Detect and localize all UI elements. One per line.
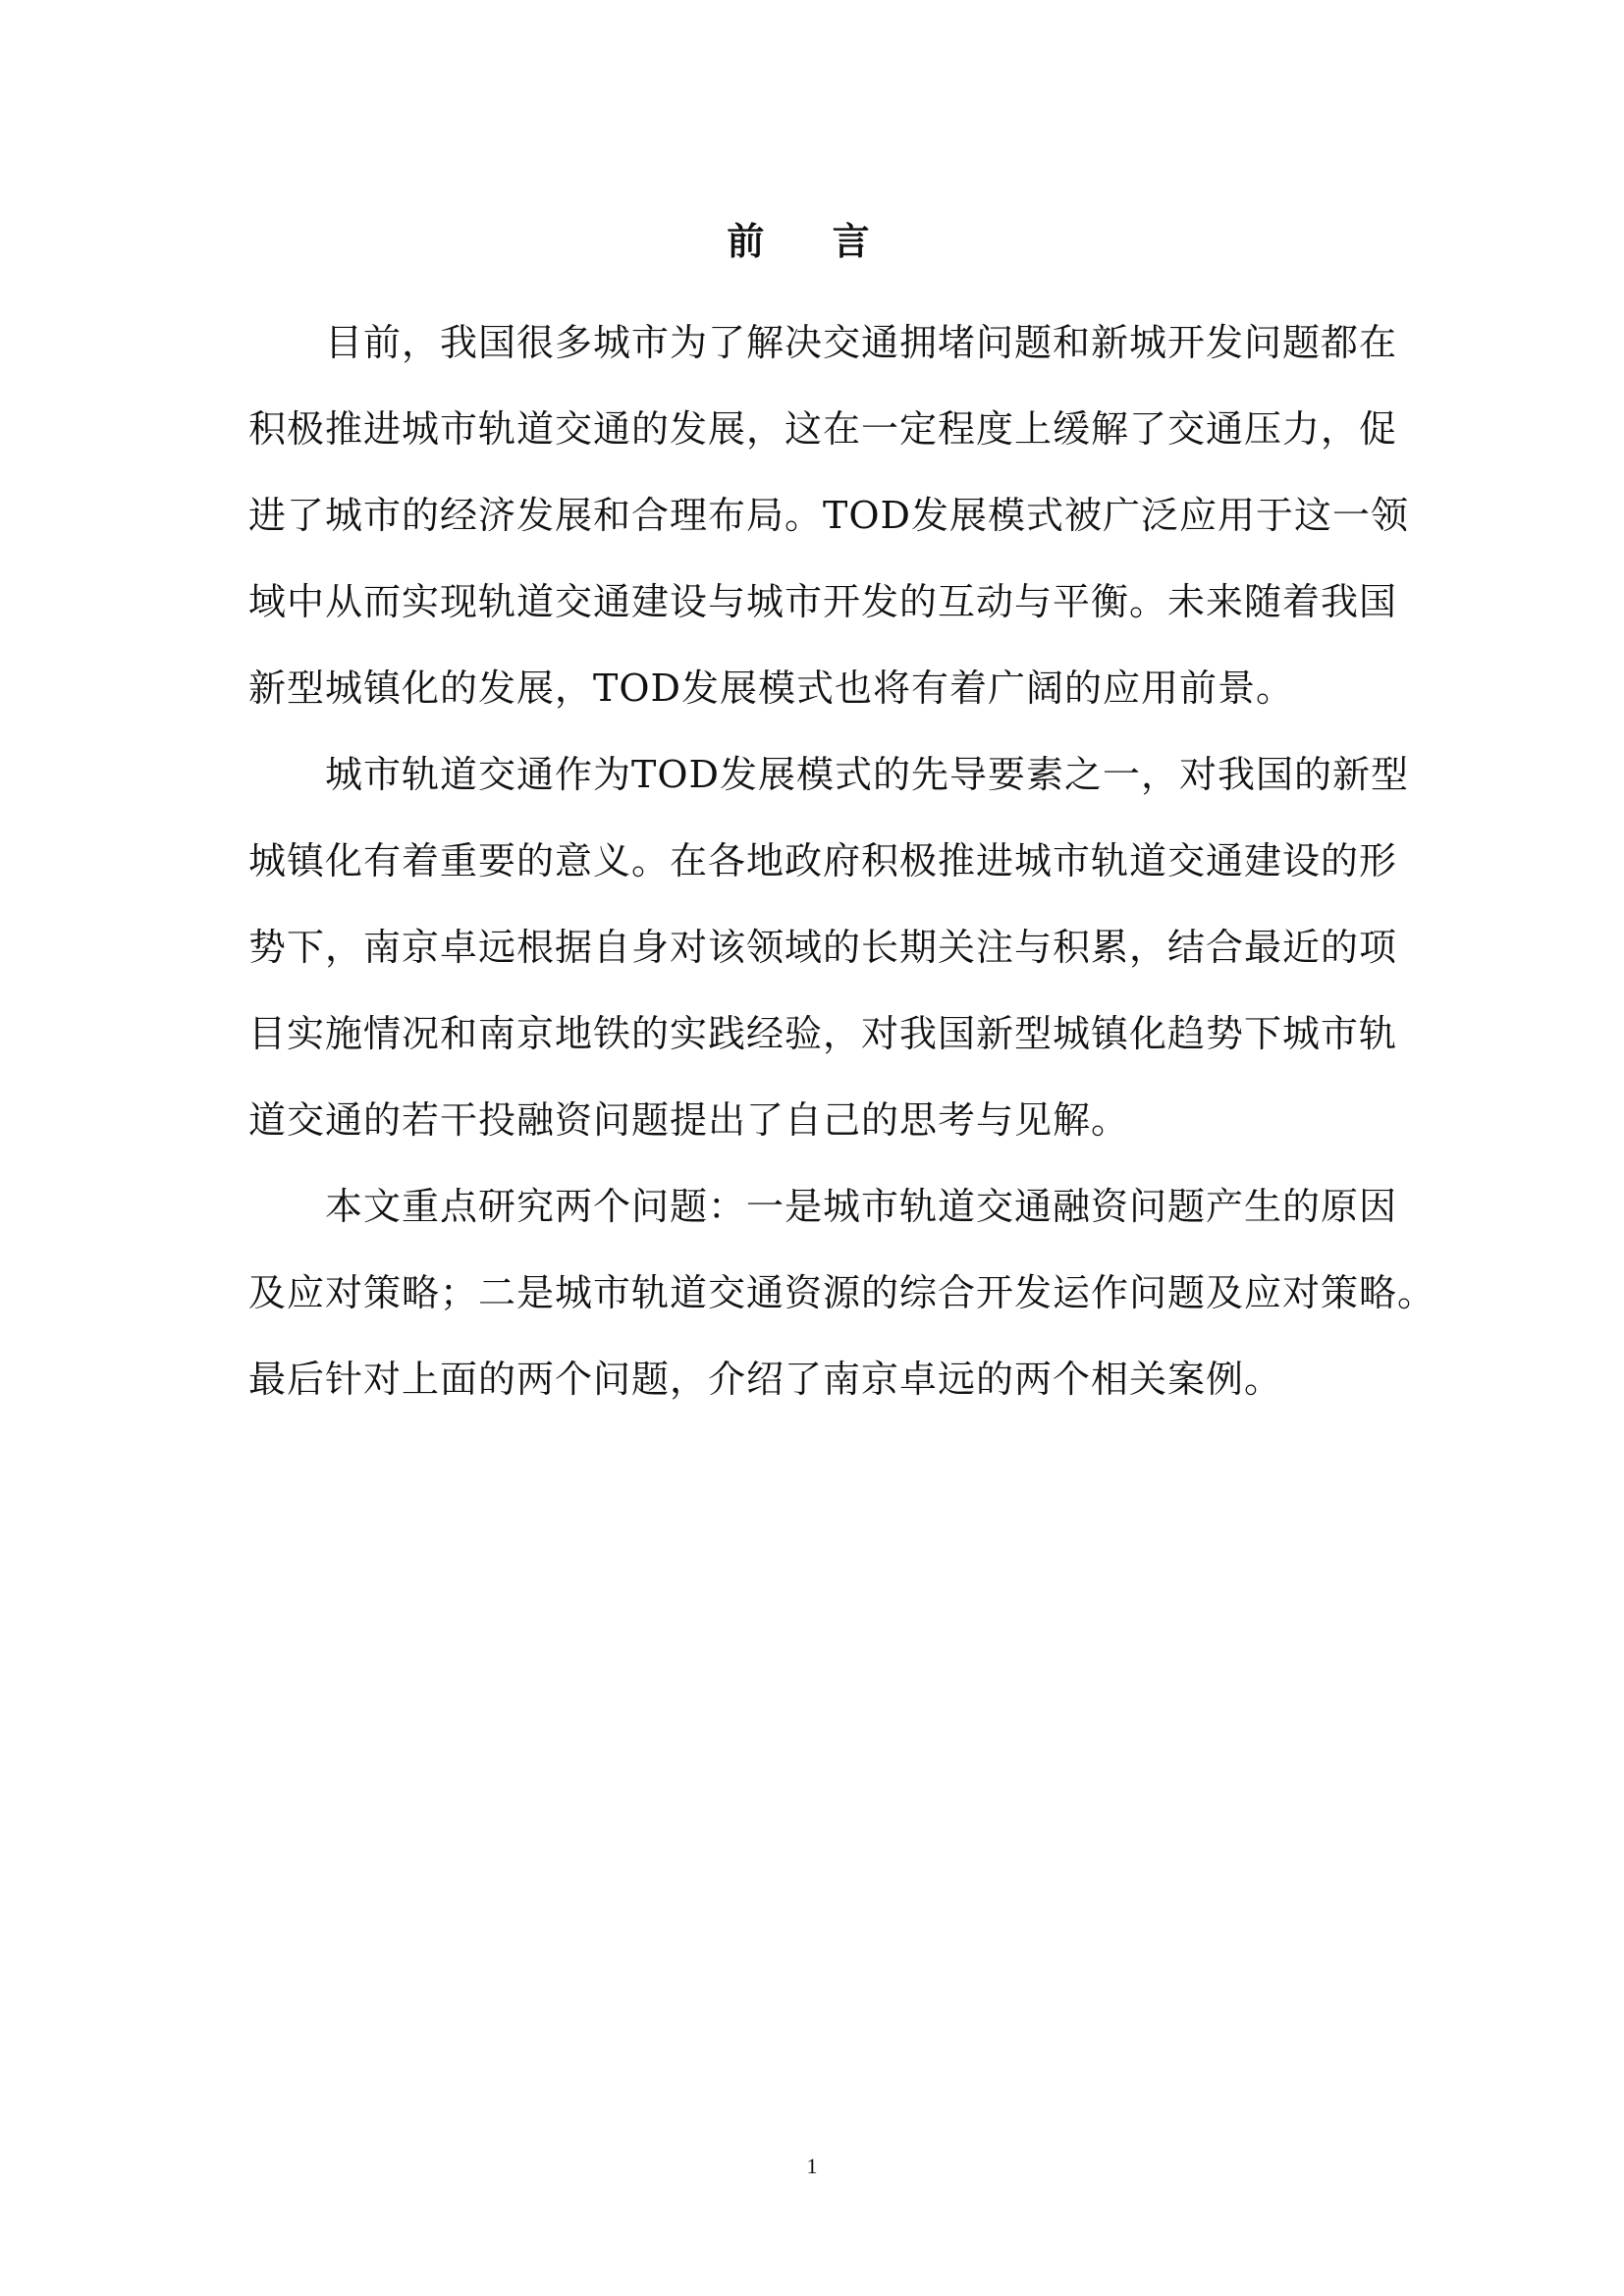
text-line: 最后针对上面的两个问题，介绍了南京卓远的两个相关案例。 [248,1358,1283,1401]
text-line: 进了城市的经济发展和合理布局。TOD发展模式被广泛应用于这一领 [248,494,1409,537]
body-text [248,299,1436,1422]
text-line: 本文重点研究两个问题：一是城市轨道交通融资问题产生的原因 [325,1185,1398,1228]
text-line: 目前，我国很多城市为了解决交通拥堵问题和新城开发问题都在 [325,321,1398,364]
text-line: 城镇化有着重要的意义。在各地政府积极推进城市轨道交通建设的形 [248,839,1398,882]
page-number: 1 [806,2154,818,2178]
paragraph-3 [248,1163,1436,1422]
paragraph-1 [248,299,1409,731]
text-line: 城市轨道交通作为TOD发展模式的先导要素之一，对我国的新型 [325,753,1409,796]
text-line: 新型城镇化的发展，TOD发展模式也将有着广阔的应用前景。 [248,667,1294,710]
text-line: 积极推进城市轨道交通的发展，这在一定程度上缓解了交通压力，促 [248,407,1398,451]
text-line: 势下，南京卓远根据自身对该领域的长期关注与积累，结合最近的项 [248,926,1398,969]
page-title: 前 言 [727,219,897,263]
text-line: 域中从而实现轨道交通建设与城市开发的互动与平衡。未来随着我国 [248,580,1398,623]
paragraph-2 [248,731,1409,1163]
text-line: 及应对策略；二是城市轨道交通资源的综合开发运作问题及应对策略。 [248,1271,1436,1314]
text-line: 目实施情况和南京地铁的实践经验，对我国新型城镇化趋势下城市轨 [248,1012,1398,1055]
text-line: 道交通的若干投融资问题提出了自己的思考与见解。 [248,1098,1130,1142]
